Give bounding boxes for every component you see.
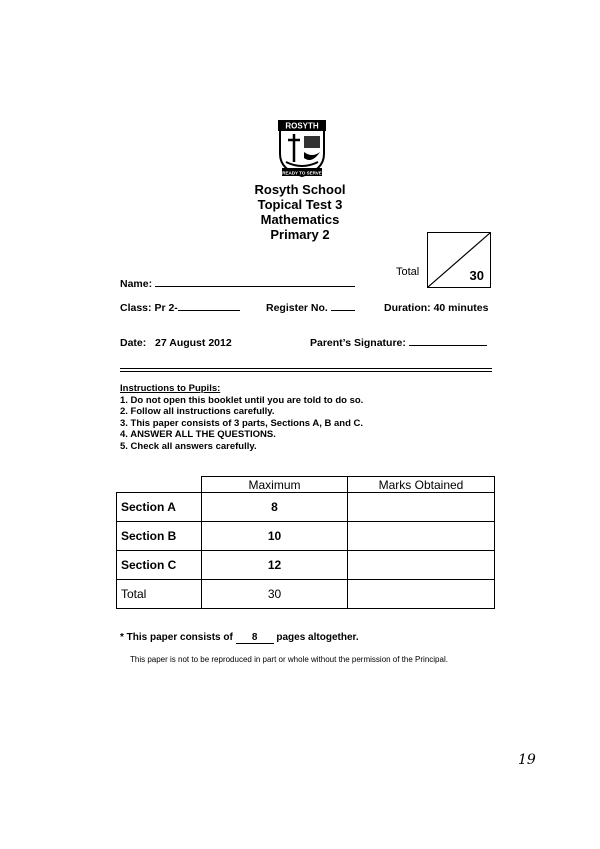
- parent-signature-line[interactable]: [409, 345, 487, 346]
- class-line[interactable]: [178, 310, 240, 311]
- pages-note: [120, 632, 359, 644]
- instructions-heading: Instructions to Pupils:: [120, 383, 221, 394]
- subject-name: Mathematics: [260, 212, 340, 227]
- register-line[interactable]: [331, 310, 355, 311]
- instruction-item: 1. Do not open this booklet until you are told to do so.: [120, 394, 364, 406]
- title-block: [200, 182, 400, 242]
- header-cell-empty: [117, 477, 202, 493]
- class-field[interactable]: [120, 302, 240, 314]
- instruction-item: 3. This paper consists of 3 parts, Sections A, B and C.: [120, 417, 364, 429]
- register-label: Register No.: [266, 302, 328, 314]
- table-row: [117, 580, 495, 609]
- instruction-item: 4. ANSWER ALL THE QUESTIONS.: [120, 429, 276, 440]
- divider: [120, 368, 492, 369]
- date-field: [120, 337, 232, 349]
- section-cell: Section B: [117, 522, 202, 551]
- level-name: Primary 2: [270, 227, 330, 242]
- section-cell: Total: [117, 580, 202, 609]
- duration-text: Duration: 40 minutes: [384, 302, 489, 314]
- class-prefix: Pr 2-: [154, 302, 178, 314]
- section-cell: Section A: [117, 493, 202, 522]
- parent-signature-label: Parent’s Signature:: [310, 337, 406, 349]
- table-row: [117, 522, 495, 551]
- header-marks-obtained: Marks Obtained: [348, 477, 495, 493]
- instruction-item: 5. Check all answers carefully.: [120, 440, 257, 452]
- instructions: [120, 383, 363, 452]
- name-field[interactable]: [120, 278, 355, 290]
- date-label: Date:: [120, 337, 147, 349]
- obtained-cell[interactable]: [348, 493, 495, 522]
- instruction-item: 2. Follow all instructions carefully.: [120, 406, 275, 417]
- obtained-cell[interactable]: [348, 551, 495, 580]
- total-score-box: [427, 232, 491, 288]
- pages-suffix: pages altogether.: [276, 632, 359, 643]
- crest-banner-text: ROSYTH: [285, 121, 319, 131]
- crest-motto-text: READY TO SERVE: [282, 170, 322, 176]
- name-line[interactable]: [155, 286, 355, 287]
- section-cell: Section C: [117, 551, 202, 580]
- pages-count: 8: [236, 632, 274, 644]
- date-value: 27 August 2012: [155, 337, 232, 349]
- total-label: Total: [396, 266, 420, 278]
- table-header-row: [117, 477, 495, 493]
- register-field[interactable]: [266, 302, 355, 314]
- max-cell: 30: [202, 580, 348, 609]
- total-max: 30: [469, 268, 484, 283]
- marks-table: [116, 476, 495, 609]
- table-row: [117, 551, 495, 580]
- max-cell: 10: [202, 522, 348, 551]
- permission-note: This paper is not to be reproduced in part or whole without the permission of the Principal.: [130, 655, 448, 664]
- max-cell: 8: [202, 493, 348, 522]
- pages-prefix: * This paper consists of: [120, 632, 233, 643]
- max-cell: 12: [202, 551, 348, 580]
- handwritten-mark: 19: [518, 752, 536, 768]
- school-crest: [276, 118, 328, 180]
- parent-signature-field[interactable]: [310, 337, 487, 349]
- class-label: Class:: [120, 302, 152, 314]
- name-label: Name:: [120, 278, 153, 290]
- school-name: Rosyth School: [254, 182, 346, 197]
- table-row: [117, 493, 495, 522]
- test-name: Topical Test 3: [257, 197, 343, 212]
- header-maximum: Maximum: [202, 477, 348, 493]
- obtained-cell[interactable]: [348, 522, 495, 551]
- divider: [120, 371, 492, 372]
- obtained-cell[interactable]: [348, 580, 495, 609]
